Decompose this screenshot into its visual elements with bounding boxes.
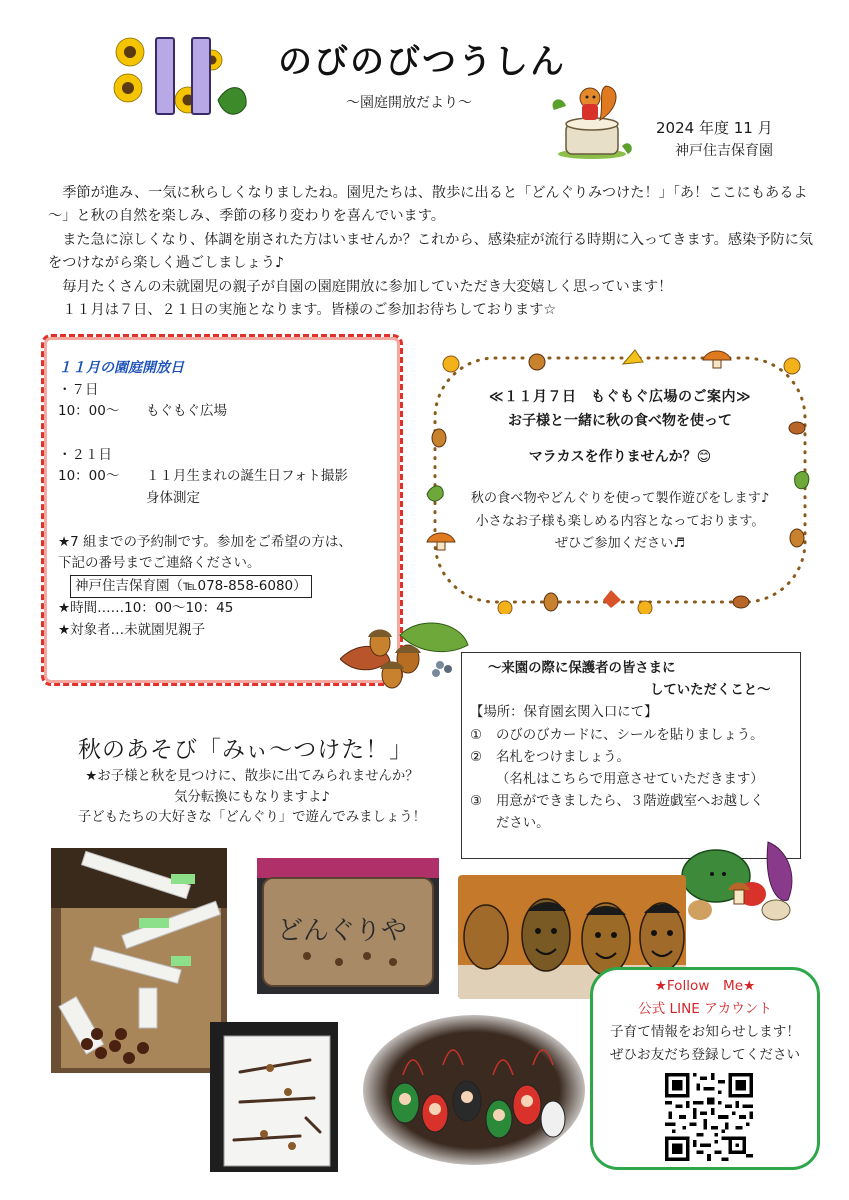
notice-title: していただくこと～ (650, 683, 771, 699)
open-day-1: ・７日 (58, 381, 99, 398)
phone-number[interactable]: 神戸住吉保育園（℡078-858-6080） (70, 575, 312, 599)
twig-acorn-board-photo (210, 1022, 338, 1172)
autumn-play-title: 秋のあそび「みぃ～つけた！」 (78, 737, 414, 763)
list-item: （名札はこちらで用意させていただきます） (496, 772, 764, 788)
donguri-sign-text: どんぐりや (277, 916, 408, 946)
mogumogu-heading: ≪１１月７日 もぐもぐ広場のご案内≫ (488, 389, 752, 405)
line-account-text: ぜひお友だち登録してください (609, 1047, 801, 1063)
open-day-1-time: 10：00～ (58, 403, 120, 420)
intro-text (48, 182, 818, 322)
reservation-note: ★7 組までの予約制です。参加をご希望の方は、 (58, 533, 352, 550)
time-info: ★時間……10：00～10：45 (58, 600, 234, 617)
autumn-play-text: ★お子様と秋を見つけに、散歩に出てみられませんか？ 気分転換にもなりますよ♪ 子どもたちの大好きな「どんぐり」で遊んでみましょう！ (77, 769, 427, 825)
organization-name: 神戸住吉保育園 (675, 143, 773, 159)
follow-me-label: ★Follow Me★ (654, 978, 756, 994)
notice-title: ～来園の際に保護者の皆さまに (488, 661, 676, 676)
open-day-2: ・２１日 (58, 446, 112, 463)
issue-date: 2024 年度 11 月 (656, 119, 773, 137)
line-qr-code[interactable] (665, 1073, 753, 1161)
page-subtitle: ～園庭開放だより～ (346, 95, 472, 111)
autumn-vegetables-illustration (676, 830, 804, 925)
notice-place: 【場所：保育園玄関入口にて】 (470, 705, 658, 721)
reservation-note: 下記の番号までご連絡ください。 (58, 555, 261, 572)
list-item: ③ 用意ができましたら、３階遊戯室へお越しください。 (470, 794, 764, 832)
target-info: ★対象者…未就園児親子 (58, 621, 206, 638)
open-days-title: １１月の園庭開放日 (58, 360, 184, 376)
open-days-content (58, 358, 398, 642)
list-item: ① のびのびカードに、シールを貼りましょう。 (470, 727, 764, 743)
acorn-rolling-toy-photo (51, 848, 227, 1073)
intro-paragraph: また急に涼しくなり、体調を崩された方はいませんか？これから、感染症が流行る時期に入ってきます。感染予防に気をつけながら楽しく過ごしましょう♪ (48, 231, 813, 272)
mogumogu-body: 小さなお子様も楽しめる内容となっております。 (475, 513, 765, 529)
month-badge-sunflowers (100, 30, 250, 125)
line-account-text: 子育て情報をお知らせします！ (610, 1024, 800, 1040)
line-account-label: 公式 LINE アカウント (637, 1001, 772, 1017)
open-day-2-event: １１月生まれの誕生日フォト撮影 (146, 468, 348, 485)
acorn-leaf-decoration (340, 615, 475, 695)
intro-paragraph: 季節が進み、一気に秋らしくなりましたね。園児たちは、散歩に出ると「どんぐりみつけた！」「あ！ここにもあるよ～」と秋の自然を楽しみ、季節の移り変わりを喜んでいます。 (48, 185, 808, 225)
page-title: のびのびつうしん (278, 42, 566, 82)
open-day-2-event: 身体測定 (146, 489, 200, 506)
visit-notice-content (470, 658, 800, 836)
mogumogu-body: 秋の食べ物やどんぐりを使って製作遊びをします♪ (470, 491, 770, 506)
acorn-ornaments-photo (363, 1015, 585, 1165)
mogumogu-heading: お子様と一緒に秋の食べ物を使って (508, 413, 732, 429)
mogumogu-heading: マラカスを作りませんか？😊 (528, 449, 712, 465)
line-account-content (590, 975, 820, 1067)
open-day-2-time: 10：00～ (58, 468, 120, 485)
intro-paragraph: 毎月たくさんの未就園児の親子が自園の園庭開放に参加していただき大変嬉しく思っています！ (62, 278, 673, 295)
donguri-shop-sign-photo (257, 858, 439, 994)
mogumogu-content (438, 386, 802, 556)
open-day-1-event: もぐもぐ広場 (146, 403, 227, 420)
list-item: ② 名札をつけましょう。 (470, 749, 630, 765)
mogumogu-body: ぜひご参加ください♬ (554, 536, 686, 551)
intro-paragraph: １１月は７日、２１日の実施となります。皆様のご参加お待ちしております☆ (62, 302, 557, 319)
squirrel-stump-illustration (548, 80, 636, 160)
